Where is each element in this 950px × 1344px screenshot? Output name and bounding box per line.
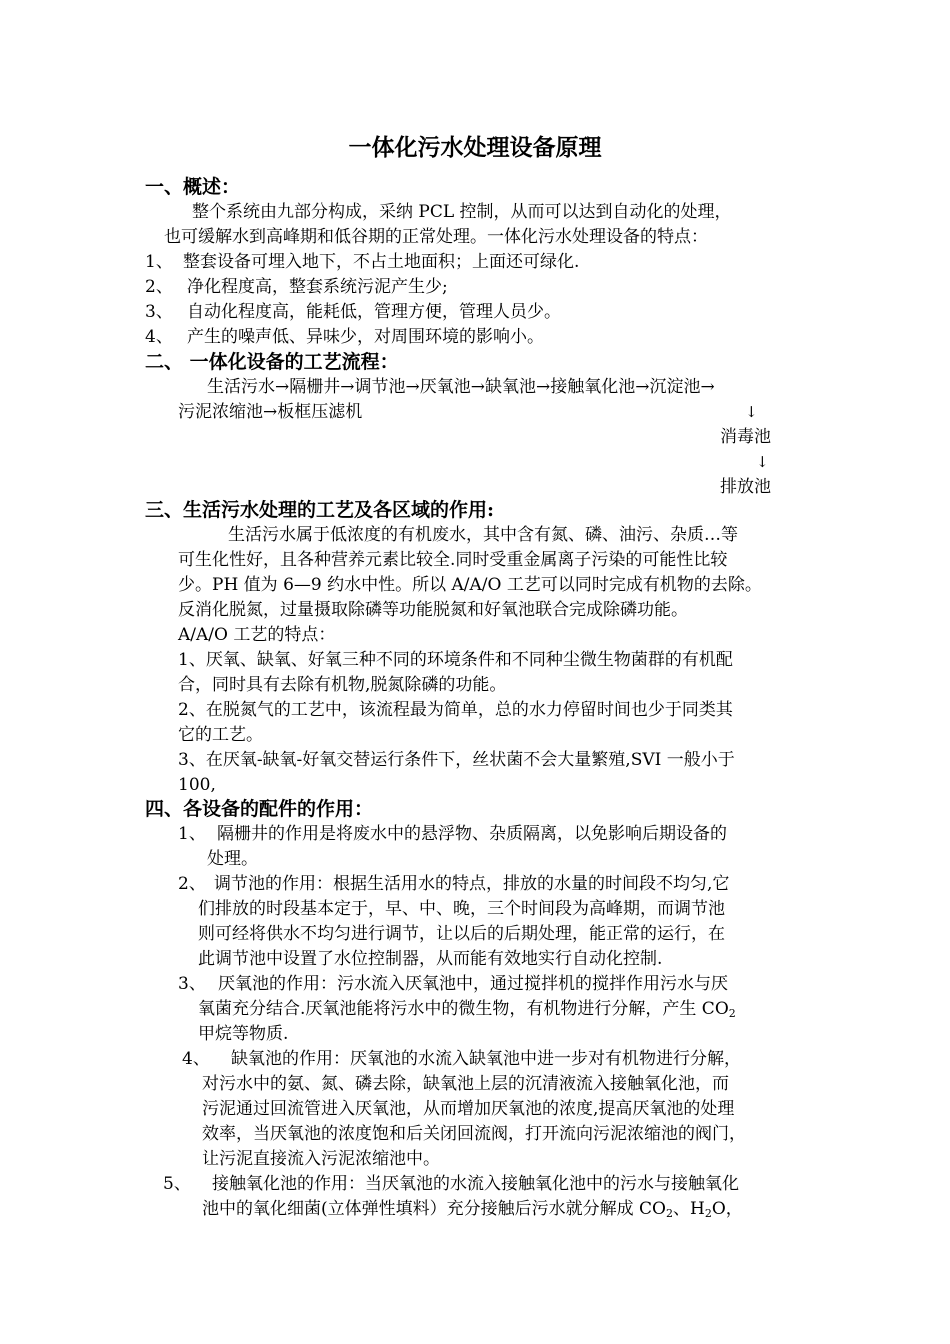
flow-node-discharge: 排放池 [720,477,771,497]
list-item-text: 让污泥直接流入污泥浓缩池中。 [202,1149,440,1169]
paragraph-line: 少。PH 值为 6—9 约水中性。所以 A/A/O 工艺可以同时完成有机物的去除。 [178,575,762,595]
section-2-heading: 二、 一体化设备的工艺流程： [145,351,399,373]
list-item-number: 4、 [145,327,173,347]
text-run: 氧菌充分结合.厌氧池能将污水中的微生物，有机物进行分解，产生 CO [198,999,729,1019]
paragraph-line: 3、在厌氧-缺氧-好氧交替运行条件下，丝状菌不会大量繁殖,SVI 一般小于 [178,750,735,770]
section-1-heading: 一、概述： [145,176,241,198]
paragraph-line: 也可缓解水到高峰期和低谷期的正常处理。一体化污水处理设备的特点： [164,227,708,247]
paragraph-line: 可生化性好，且各种营养元素比较全.同时受重金属离子污染的可能性比较 [178,550,728,570]
process-flow-line: 生活污水→隔栅井→调节池→厌氧池→缺氧池→接触氧化池→沉淀池→ [207,377,715,397]
list-item-text: 隔栅井的作用是将废水中的悬浮物、杂质隔离，以免影响后期设备的 [217,824,727,844]
list-item-number: 2、 [145,277,173,297]
list-item-number: 1、 [145,252,173,272]
section-4-heading: 四、各设备的配件的作用： [145,798,374,820]
list-item-number: 3、 [178,974,206,994]
list-item-number: 4、 [182,1049,210,1069]
paragraph-line: 合，同时具有去除有机物,脱氮除磷的功能。 [178,675,507,695]
list-item-number: 1、 [178,824,206,844]
list-item-number: 2、 [178,874,206,894]
paragraph-line: A/A/O 工艺的特点： [178,625,336,645]
list-item-text: 缺氧池的作用：厌氧池的水流入缺氧池中进一步对有机物进行分解， [231,1049,741,1069]
paragraph-line: 1、厌氧、缺氧、好氧三种不同的环境条件和不同种尘微生物菌群的有机配 [178,650,733,670]
paragraph-line: 反消化脱氮，过量摄取除磷等功能脱氮和好氧池联合完成除磷功能。 [178,600,688,620]
list-item-text: 污泥通过回流管进入厌氧池，从而增加厌氧池的浓度,提高厌氧池的处理 [202,1099,735,1119]
list-item-text [202,1197,743,1221]
list-item-number: 3、 [145,302,173,322]
text-run: O， [711,1199,743,1219]
list-item-text: 对污水中的氨、氮、磷去除，缺氧池上层的沉清液流入接触氧化池，而 [202,1074,729,1094]
subscript: 2 [728,1007,736,1020]
list-item-text: 效率，当厌氧池的浓度饱和后关闭回流阀，打开流向污泥浓缩池的阀门， [202,1124,746,1144]
list-item-text: 净化程度高，整套系统污泥产生少; [187,277,448,297]
paragraph-line: 100, [178,775,216,795]
paragraph-line: 2、在脱氮气的工艺中，该流程最为简单，总的水力停留时间也少于同类其 [178,700,733,720]
flow-node-disinfection: 消毒池 [720,427,771,447]
down-arrow-icon: ↓ [756,453,769,471]
subscript: 2 [665,1207,673,1220]
subscript: 2 [704,1207,712,1220]
paragraph-line: 整个系统由九部分构成，采纳 PCL 控制，从而可以达到自动化的处理， [192,202,732,222]
list-item-number: 5、 [163,1174,191,1194]
paragraph-line: 它的工艺。 [178,725,263,745]
list-item-text: 甲烷等物质. [198,1024,289,1044]
paragraph-line: 生活污水属于低浓度的有机废水，其中含有氮、磷、油污、杂质…等 [228,525,738,545]
list-item-text: 接触氧化池的作用：当厌氧池的水流入接触氧化池中的污水与接触氧化 [212,1174,739,1194]
list-item-text [198,997,736,1021]
list-item-text: 此调节池中设置了水位控制器，从而能有效地实行自动化控制. [198,949,663,969]
text-run: 池中的氧化细菌(立体弹性填料）充分接触后污水就分解成 CO [202,1199,666,1219]
list-item-text: 们排放的时段基本定于，早、中、晚，三个时间段为高峰期，而调节池 [198,899,725,919]
list-item-text: 调节池的作用：根据生活用水的特点，排放的水量的时间段不均匀,它 [214,874,730,894]
section-3-heading: 三、生活污水处理的工艺及各区域的作用: [145,499,495,521]
list-item-text: 产生的噪声低、异味少，对周围环境的影响小。 [187,327,544,347]
page-title: 一体化污水处理设备原理 [348,134,602,161]
list-item-text: 厌氧池的作用：污水流入厌氧池中，通过搅拌机的搅拌作用污水与厌 [218,974,728,994]
list-item-text: 整套设备可埋入地下，不占土地面积；上面还可绿化. [183,252,580,272]
process-flow-line: 污泥浓缩池→板框压滤机 [178,402,363,422]
list-item-text: 则可经将供水不均匀进行调节，让以后的后期处理，能正常的运行，在 [198,924,725,944]
list-item-text: 自动化程度高，能耗低，管理方便，管理人员少。 [187,302,561,322]
text-run: 、H [672,1199,705,1219]
list-item-text: 处理。 [207,849,258,869]
down-arrow-icon: ↓ [745,403,758,421]
